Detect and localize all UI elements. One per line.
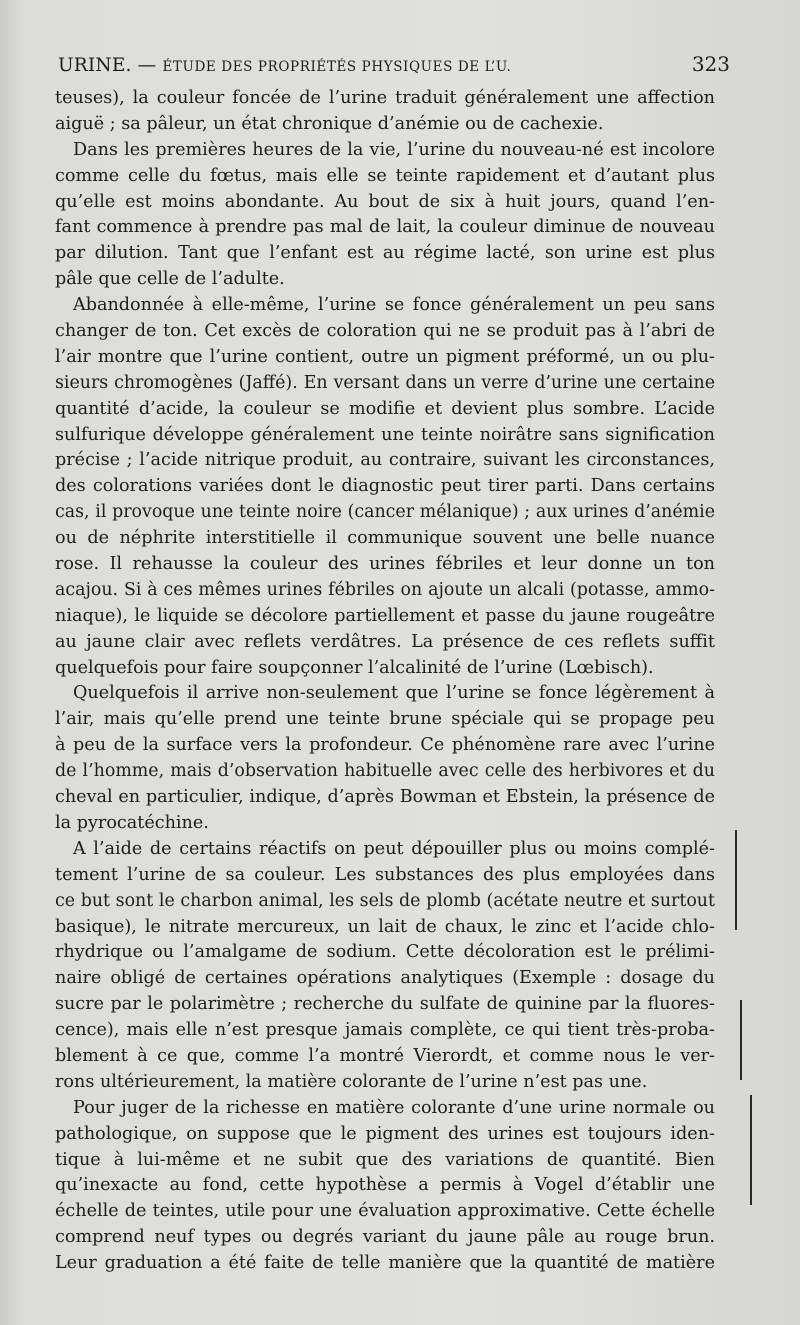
text-line: tique à lui-même et ne subit que des variations de quantité. Bien — [55, 1149, 715, 1170]
running-header — [58, 52, 730, 82]
text-line: quantité d’acide, la couleur se modifie et devient plus sombre. L’acide — [55, 398, 715, 419]
text-line: A l’aide de certains réactifs on peut dépouiller plus ou moins complé- — [73, 838, 715, 859]
text-line: ce but sont le charbon animal, les sels de plomb (acétate neutre et surtout — [55, 890, 715, 911]
text-line: rose. Il rehausse la couleur des urines fébriles et leur donne un ton — [55, 554, 715, 575]
text-line: blement à ce que, comme l’a montré Vierordt, et comme nous le ver- — [55, 1045, 715, 1066]
text-line: Dans les premières heures de la vie, l’urine du nouveau-né est incolore — [73, 139, 715, 160]
text-line: sulfurique développe généralement une teinte noirâtre sans signification — [55, 424, 715, 445]
text-line: sieurs chromogènes (Jaffé). En versant dans un verre d’urine une certaine — [55, 372, 715, 393]
running-title — [58, 55, 511, 76]
text-line: à peu de la surface vers la profondeur. Ce phénomène rare avec l’urine — [55, 735, 715, 756]
text-line: comprend neuf types ou degrés variant du jaune pâle au rouge brun. — [55, 1227, 715, 1248]
text-line: comme celle du fœtus, mais elle se teinte rapidement et d’autant plus — [55, 165, 715, 186]
text-line: l’air, mais qu’elle prend une teinte brune spéciale qui se propage peu — [55, 709, 715, 730]
text-line: qu’elle est moins abondante. Au bout de six à huit jours, quand l’en- — [55, 191, 715, 212]
text-line: rons ultérieurement, la matière colorante de l’urine n’est pas une. — [55, 1071, 648, 1092]
text-line: acajou. Si à ces mêmes urines fébriles on ajoute un alcali (potasse, ammo- — [55, 579, 715, 600]
text-line: naire obligé de certaines opérations analytiques (Exemple : dosage du — [55, 968, 715, 989]
text-line: de l’homme, mais d’observation habituelle avec celle des herbivores et du — [55, 761, 715, 782]
text-line: pâle que celle de l’adulte. — [55, 269, 285, 290]
text-line: rhydrique ou l’amalgame de sodium. Cette décoloration est le prélimi- — [55, 942, 715, 963]
running-title-main: URINE. — — [58, 55, 163, 76]
text-line: cheval en particulier, indique, d’après Bowman et Ebstein, la présence de — [55, 787, 715, 808]
text-line: précise ; l’acide nitrique produit, au contraire, suivant les circonstances, — [55, 450, 715, 471]
text-line: pathologique, on suppose que le pigment des urines est toujours iden- — [55, 1123, 715, 1144]
text-line: par dilution. Tant que l’enfant est au régime lacté, son urine est plus — [55, 243, 715, 264]
text-line: Pour juger de la richesse en matière colorante d’une urine normale ou — [73, 1097, 715, 1118]
margin-rule-lower — [750, 1095, 752, 1205]
text-line: quelquefois pour faire soupçonner l’alcalinité de l’urine (Lœbisch). — [55, 657, 654, 678]
text-line: aiguë ; sa pâleur, un état chronique d’anémie ou de cachexie. — [55, 113, 604, 134]
text-line: des colorations variées dont le diagnostic peut tirer parti. Dans certains — [55, 476, 715, 497]
page-number: 323 — [691, 52, 730, 76]
body-text — [55, 86, 715, 1277]
margin-rule-upper — [735, 830, 737, 930]
text-line: basique), le nitrate mercureux, un lait de chaux, le zinc et l’acide chlo- — [55, 916, 715, 937]
text-line: cence), mais elle n’est presque jamais complète, ce qui tient très-proba- — [55, 1020, 715, 1041]
text-line: ou de néphrite interstitielle il communique souvent une belle nuance — [55, 528, 715, 549]
text-line: qu’inexacte au fond, cette hypothèse a permis à Vogel d’établir une — [55, 1175, 715, 1196]
text-line: niaque), le liquide se décolore partiellement et passe du jaune rougeâtre — [55, 605, 715, 626]
text-line: Leur graduation a été faite de telle manière que la quantité de matière — [55, 1253, 715, 1274]
text-line: sucre par le polarimètre ; recherche du sulfate de quinine par la fluores- — [55, 994, 715, 1015]
text-line: fant commence à prendre pas mal de lait, la couleur diminue de nouveau — [55, 217, 715, 238]
text-line: Abandonnée à elle-même, l’urine se fonce généralement un peu sans — [73, 295, 715, 316]
text-line: changer de ton. Cet excès de coloration qui ne se produit pas à l’abri de — [55, 321, 715, 342]
text-line: l’air montre que l’urine contient, outre un pigment préformé, un ou plu- — [55, 346, 715, 367]
text-line: cas, il provoque une teinte noire (cancer mélanique) ; aux urines d’anémie — [55, 502, 715, 523]
text-line: au jaune clair avec reflets verdâtres. La présence de ces reflets suffit — [55, 631, 715, 652]
text-line: Quelquefois il arrive non-seulement que l’urine se fonce légèrement à — [73, 683, 715, 704]
text-line: tement l’urine de sa couleur. Les substances des plus employées dans — [55, 864, 715, 885]
text-line: la pyrocatéchine. — [55, 812, 209, 833]
text-line: teuses), la couleur foncée de l’urine traduit généralement une affection — [55, 88, 715, 108]
running-title-subtitle: ÉTUDE DES PROPRIÉTÉS PHYSIQUES DE L’U. — [162, 59, 512, 75]
margin-rule-middle — [740, 1000, 742, 1080]
text-line: échelle de teintes, utile pour une évaluation approximative. Cette échelle — [55, 1201, 715, 1222]
